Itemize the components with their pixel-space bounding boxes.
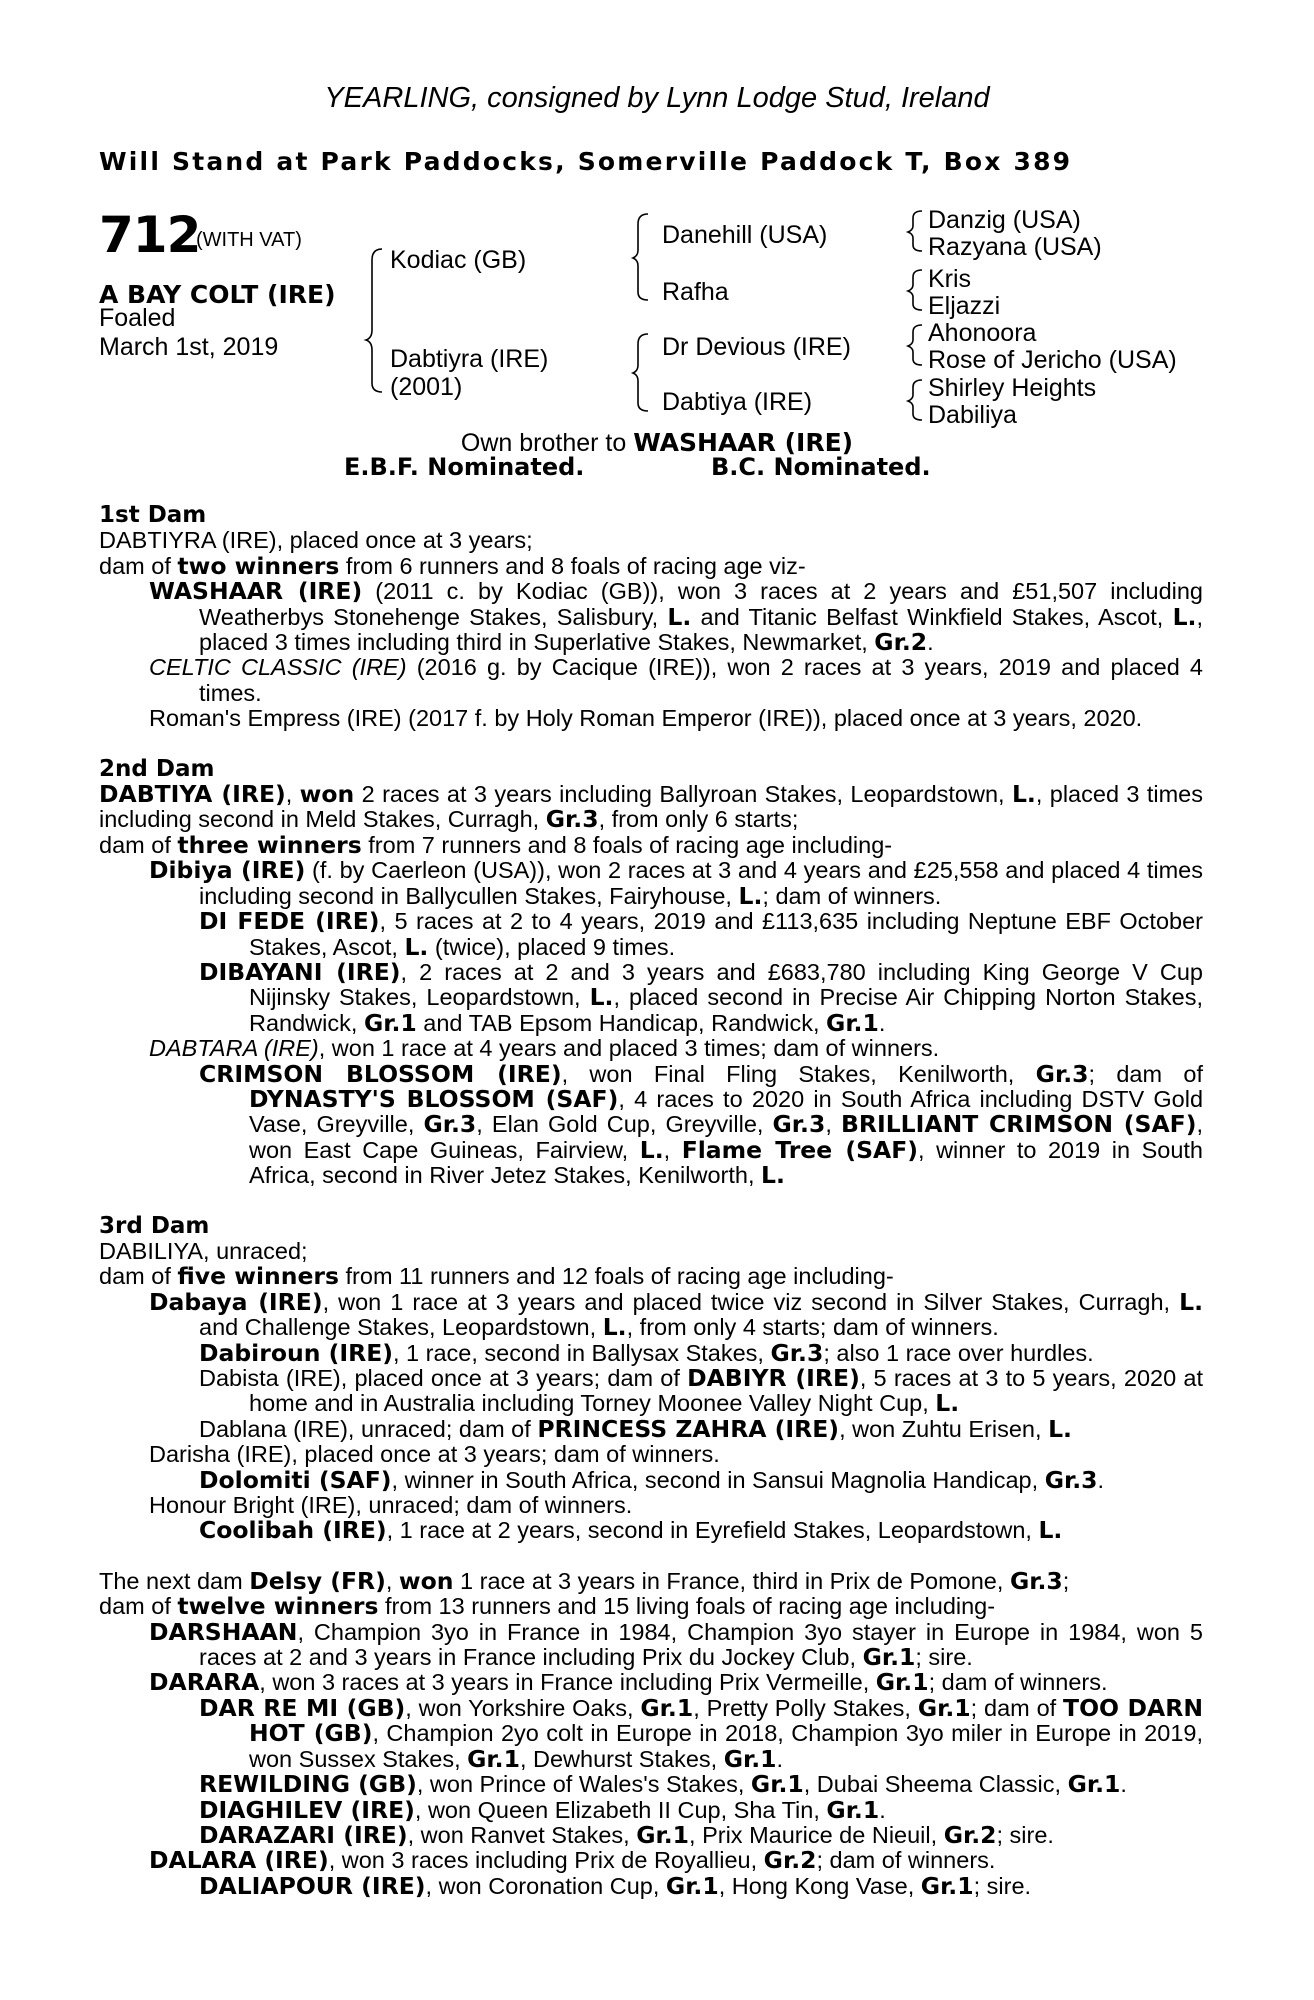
record-entry	[99, 1772, 1203, 1797]
record-text: , Pretty Polly Stakes,	[693, 1694, 918, 1721]
record-bold-text: Gr.1	[750, 1770, 804, 1799]
own-brother-note	[0, 428, 1314, 458]
record-bold-text: Gr.1	[826, 1008, 879, 1037]
pedigree-dam-year: (2001)	[390, 373, 463, 401]
consignment-line: YEARLING, consigned by Lynn Lodge Stud, Ireland	[324, 82, 990, 114]
record-text: ; sire.	[996, 1821, 1054, 1848]
record-section	[99, 1214, 1203, 1544]
record-bold-text: L.	[738, 881, 763, 910]
record-bold-text: WASHAAR (IRE)	[149, 577, 363, 606]
record-bold-text: Gr.1	[640, 1693, 694, 1722]
record-section	[99, 503, 1203, 732]
pedigree-g6: Rose of Jericho (USA)	[928, 346, 1177, 374]
record-bold-text: L.	[1048, 1414, 1072, 1443]
record-entry	[99, 1036, 1203, 1061]
record-text: .	[878, 1009, 886, 1036]
record-text: , won Yorkshire Oaks,	[405, 1694, 641, 1721]
record-text: , Prix Maurice de Nieuil,	[689, 1821, 944, 1848]
record-text: , won 1 race at 4 years and placed 3 times; dam of winners.	[318, 1035, 940, 1062]
pedigree-sire: Kodiac (GB)	[390, 246, 527, 274]
vat-note: (WITH VAT)	[196, 229, 302, 251]
record-text: from 6 runners and 8 foals of racing age viz-	[339, 552, 806, 579]
record-text: ,	[663, 1136, 682, 1163]
record-bold-text: won	[299, 780, 355, 809]
pedigree-g1: Danzig (USA)	[928, 206, 1081, 234]
record-text: The next dam	[99, 1567, 250, 1594]
own-brother-name: WASHAAR (IRE)	[633, 428, 854, 457]
record-bold-text: Dabiroun (IRE)	[199, 1338, 393, 1367]
record-bold-text: PRINCESS ZAHRA (IRE)	[537, 1414, 840, 1443]
foaled-label: Foaled	[99, 304, 176, 332]
record-entry	[99, 1594, 1203, 1619]
record-bold-text: Dibiya (IRE)	[149, 856, 306, 885]
record-text: from 13 runners and 15 living foals of racing age including-	[378, 1593, 996, 1620]
record-text: , 2 races at 2 and 3 years and £683,780 including King George V Cup Nijinsky Stakes, Leopardstown,	[249, 958, 1203, 1011]
record-text: from 7 runners and 8 foals of racing age including-	[361, 831, 893, 858]
record-text: , winner in South Africa, second in Sansui Magnolia Handicap,	[391, 1466, 1045, 1493]
record-text: , won Ranvet Stakes,	[407, 1821, 637, 1848]
record-entry	[99, 528, 1203, 553]
record-bold-text: L.	[1038, 1516, 1063, 1545]
record-bold-text: Gr.1	[723, 1744, 777, 1773]
record-text: , Hong Kong Vase,	[718, 1872, 921, 1899]
record-bold-text: CRIMSON BLOSSOM (IRE)	[199, 1059, 562, 1088]
record-text: Dabista (IRE), placed once at 3 years; dam of	[199, 1365, 688, 1391]
ebf-nomination: E.B.F. Nominated.	[344, 453, 585, 481]
record-entry	[99, 1617, 1203, 1672]
pedigree-g7: Shirley Heights	[928, 374, 1097, 402]
record-text: , placed 3 times including second in Meld Stakes, Curragh,	[99, 781, 1203, 833]
record-bold-text: Dolomiti (SAF)	[199, 1465, 392, 1494]
bc-nomination: B.C. Nominated.	[711, 453, 931, 481]
record-text: .	[1120, 1771, 1127, 1798]
record-text: ; sire.	[915, 1644, 973, 1671]
record-text: DABILIYA, unraced;	[99, 1237, 308, 1264]
record-entry	[99, 1493, 1203, 1518]
record-bold-text: L.	[639, 1135, 664, 1164]
record-text: , won Prince of Wales's Stakes,	[416, 1771, 751, 1798]
record-text: .	[776, 1745, 784, 1772]
record-text: Dablana (IRE), unraced; dam of	[199, 1415, 538, 1442]
record-bold-text: Coolibah (IRE)	[199, 1516, 387, 1545]
record-bold-text: DI FEDE (IRE)	[199, 907, 380, 936]
record-bold-text: Gr.1	[363, 1008, 417, 1037]
record-text: dam of	[99, 1593, 178, 1620]
record-text: , won Final Fling Stakes, Kenilworth,	[561, 1060, 1036, 1087]
record-bold-text: DIAGHILEV (IRE)	[199, 1795, 415, 1824]
record-bold-text: two winners	[177, 551, 340, 580]
record-bold-text: Gr.1	[917, 1693, 971, 1722]
record-bold-text: DYNASTY'S BLOSSOM (SAF)	[249, 1084, 619, 1113]
record-text: DABTARA (IRE)	[149, 1035, 319, 1062]
record-entry	[99, 1465, 1203, 1494]
record-bold-text: DALIAPOUR (IRE)	[199, 1871, 426, 1900]
record-entry	[99, 1287, 1203, 1342]
section-gap	[99, 1544, 1203, 1569]
record-text: (twice), placed 9 times.	[428, 933, 676, 960]
record-bold-text: Gr.3	[770, 1338, 824, 1367]
record-bold-text: twelve winners	[177, 1592, 379, 1621]
foaled-date: March 1st, 2019	[99, 333, 279, 361]
record-entry	[99, 1566, 1203, 1595]
record-text: , winner to 2019 in South Africa, second in River Jetez Stakes, Kenilworth,	[249, 1136, 1203, 1189]
record-text: , Champion 3yo in France in 1984, Champion 3yo stayer in Europe in 1984, won 5 races at 2 and 3 years in France including Prix du Jockey Club,	[199, 1618, 1203, 1671]
section-heading: 1st Dam	[99, 502, 207, 528]
record-bold-text: Gr.1	[875, 1668, 929, 1697]
record-text: DABTIYRA (IRE), placed once at 3 years;	[99, 527, 533, 554]
record-text: , Dubai Sheema Classic,	[803, 1771, 1068, 1798]
section-heading: 2nd Dam	[99, 755, 215, 782]
record-text: ,	[825, 1111, 841, 1138]
record-text: , Elan Gold Cup, Greyville,	[476, 1111, 773, 1138]
stand-location: Will Stand at Park Paddocks, Somerville Paddock T, Box 389	[99, 147, 1073, 176]
record-bold-text: won	[398, 1566, 454, 1595]
record-text: Roman's Empress (IRE) (2017 f. by Holy Roman Emperor (IRE)), placed once at 3 years, 2020.	[149, 705, 1143, 732]
record-entry	[99, 1848, 1203, 1873]
record-entry	[99, 1795, 1203, 1824]
record-text: , Dewhurst Stakes,	[519, 1745, 724, 1772]
record-bold-text: Gr.3	[772, 1110, 826, 1139]
record-bold-text: Gr.3	[1009, 1566, 1063, 1595]
record-bold-text: Gr.2	[943, 1820, 997, 1849]
record-text: (f. by Caerleon (USA)), won 2 races at 3 and 4 years and £25,558 and placed 4 times including second in Ballycullen Stakes, Fairyhouse,	[199, 857, 1204, 909]
record-text: dam of	[99, 1263, 178, 1290]
pedigree-dam: Dabtiyra (IRE)	[390, 345, 549, 373]
record-text: , won 1 race at 3 years and placed twice viz second in Silver Stakes, Curragh,	[322, 1288, 1180, 1315]
record-entry	[99, 1264, 1203, 1289]
record-text: , won Zuhtu Erisen,	[839, 1415, 1049, 1442]
record-text: and Titanic Belfast Winkfield Stakes, Ascot,	[691, 603, 1173, 630]
record-text: ; sire.	[973, 1872, 1032, 1899]
record-text: , 1 race, second in Ballysax Stakes,	[393, 1339, 771, 1366]
record-text: , won Coronation Cup,	[425, 1872, 666, 1899]
record-text: , placed second in Precise Air Chipping Norton Stakes, Randwick,	[249, 984, 1204, 1036]
record-entry	[99, 1693, 1203, 1773]
record-text: , 4 races to 2020 in South Africa including DSTV Gold Vase, Greyville,	[249, 1085, 1204, 1138]
pedigree-dam-sire: Dr Devious (IRE)	[662, 333, 851, 361]
record-entry	[99, 782, 1203, 833]
record-bold-text: L.	[602, 1313, 627, 1342]
produce-record	[99, 503, 1203, 1899]
record-bold-text: three winners	[177, 830, 362, 859]
record-entry	[99, 1670, 1203, 1695]
record-bold-text: REWILDING (GB)	[199, 1770, 417, 1799]
record-entry	[99, 1239, 1203, 1264]
record-entry	[99, 1338, 1203, 1367]
pedigree-g5: Ahonoora	[928, 319, 1037, 347]
pedigree-sire-sire: Danehill (USA)	[662, 221, 828, 249]
record-entry	[99, 1871, 1203, 1900]
record-bold-text: Gr.1	[636, 1820, 690, 1849]
record-bold-text: DARAZARI (IRE)	[199, 1820, 408, 1849]
record-entry	[99, 909, 1203, 960]
record-text: from 11 runners and 12 foals of racing age including-	[338, 1263, 894, 1290]
section-heading: 3rd Dam	[99, 1212, 210, 1239]
record-bold-text: DABTIYA (IRE)	[99, 780, 286, 809]
record-entry	[99, 1414, 1203, 1443]
record-text: and Challenge Stakes, Leopardstown,	[199, 1314, 603, 1341]
record-bold-text: L.	[1179, 1287, 1203, 1316]
record-bold-text: DIBAYANI (IRE)	[199, 957, 401, 986]
record-text: .	[1097, 1466, 1105, 1493]
record-text: ,	[385, 1567, 399, 1594]
record-entry	[99, 579, 1203, 655]
record-text: dam of	[99, 552, 178, 579]
pedigree-g3: Kris	[928, 265, 972, 293]
record-bold-text: TOO DARN HOT (GB)	[249, 1693, 1203, 1748]
record-entry	[99, 655, 1203, 706]
record-entry	[99, 957, 1204, 1037]
record-text: ; dam of	[970, 1694, 1064, 1721]
record-text: CELTIC CLASSIC (IRE)	[149, 654, 407, 681]
lot-number: 712	[99, 206, 201, 264]
pedigree-dam-dam: Dabtiya (IRE)	[662, 388, 813, 416]
record-entry	[99, 706, 1203, 731]
record-bold-text: Gr.2	[874, 628, 928, 657]
record-text: ,	[285, 781, 300, 808]
record-text: ; dam of	[1088, 1060, 1203, 1087]
record-bold-text: Delsy (FR)	[249, 1566, 386, 1595]
pedigree-g4: Eljazzi	[928, 292, 1001, 320]
record-entry	[99, 1518, 1203, 1543]
record-section	[99, 757, 1203, 1189]
record-bold-text: DAR RE MI (GB)	[199, 1693, 406, 1722]
record-text: 1 race at 3 years in France, third in Prix de Pomone,	[453, 1567, 1010, 1594]
record-bold-text: Gr.1	[1067, 1770, 1121, 1799]
record-bold-text: Gr.1	[826, 1795, 880, 1824]
record-bold-text: Gr.3	[423, 1110, 477, 1139]
record-text: ; also 1 race over hurdles.	[823, 1339, 1094, 1366]
record-entry	[99, 1442, 1203, 1467]
record-text: .	[927, 629, 934, 656]
record-bold-text: Gr.3	[1035, 1059, 1089, 1088]
pedigree-g8: Dabiliya	[928, 401, 1017, 429]
record-bold-text: Gr.3	[1044, 1465, 1098, 1494]
record-bold-text: Gr.3	[545, 805, 599, 834]
record-bold-text: L.	[1172, 602, 1197, 631]
record-bold-text: Gr.2	[763, 1846, 817, 1875]
pedigree-g2: Razyana (USA)	[928, 233, 1102, 261]
record-text: , 5 races at 2 to 4 years, 2019 and £113,635 including Neptune EBF October Stakes, Ascot,	[249, 908, 1203, 960]
record-bold-text: DABIYR (IRE)	[687, 1364, 860, 1392]
record-bold-text: L.	[589, 983, 614, 1012]
record-entry	[99, 1059, 1204, 1190]
record-bold-text: Gr.1	[862, 1643, 916, 1672]
record-text: ; dam of winners.	[816, 1847, 996, 1874]
own-brother-prefix: Own brother to	[460, 429, 634, 457]
record-bold-text: L.	[667, 602, 692, 631]
record-text: , from only 4 starts; dam of winners.	[626, 1314, 999, 1341]
record-bold-text: Gr.1	[467, 1744, 520, 1773]
record-text: .	[879, 1796, 886, 1823]
record-entry	[99, 1366, 1203, 1417]
record-text: , Champion 2yo colt in Europe in 2018, Champion 3yo miler in Europe in 2019, won Sussex Stakes,	[249, 1720, 1203, 1772]
record-text: , won Queen Elizabeth II Cup, Sha Tin,	[414, 1796, 827, 1823]
record-text: , placed 3 times including third in Superlative Stakes, Newmarket,	[199, 603, 1203, 656]
record-entry	[99, 858, 1203, 909]
record-bold-text: L.	[761, 1161, 785, 1190]
record-bold-text: Gr.1	[665, 1871, 719, 1900]
record-text: , won 3 races including Prix de Royallieu,	[328, 1847, 764, 1874]
horse-name: A BAY COLT (IRE)	[99, 280, 336, 309]
record-text: ;	[1062, 1567, 1070, 1594]
record-text: , won 3 races at 3 years in France including Prix Vermeille,	[259, 1669, 876, 1696]
section-gap	[99, 732, 1203, 757]
record-text: , from only 6 starts;	[598, 806, 799, 833]
record-text: 2 races at 3 years including Ballyroan Stakes, Leopardstown,	[354, 781, 1012, 808]
record-text: Honour Bright (IRE), unraced; dam of winners.	[149, 1492, 633, 1519]
record-bold-text: BRILLIANT CRIMSON (SAF)	[840, 1110, 1197, 1139]
record-bold-text: L.	[1011, 780, 1036, 809]
record-bold-text: Flame Tree (SAF)	[681, 1135, 919, 1164]
record-bold-text: DARSHAAN	[149, 1617, 298, 1646]
record-text: , 1 race at 2 years, second in Eyrefield Stakes, Leopardstown,	[386, 1517, 1039, 1544]
pedigree-sire-dam: Rafha	[662, 278, 729, 306]
record-bold-text: Dabaya (IRE)	[149, 1287, 323, 1316]
record-bold-text: L.	[935, 1389, 960, 1418]
record-text: ; dam of winners.	[928, 1669, 1108, 1696]
section-gap	[99, 1189, 1203, 1214]
record-text: ; dam of winners.	[762, 882, 942, 909]
record-bold-text: L.	[404, 932, 429, 961]
record-bold-text: DARARA	[149, 1668, 260, 1697]
record-entry	[99, 1820, 1203, 1849]
record-section	[99, 1566, 1203, 1900]
record-text: Darisha (IRE), placed once at 3 years; dam of winners.	[149, 1441, 720, 1468]
record-bold-text: DALARA (IRE)	[149, 1846, 329, 1875]
record-text: and TAB Epsom Handicap, Randwick,	[416, 1009, 827, 1036]
record-text: , won East Cape Guineas, Fairview,	[249, 1111, 1203, 1163]
record-entry	[99, 830, 1203, 859]
record-bold-text: Gr.1	[920, 1871, 974, 1900]
record-bold-text: five winners	[177, 1262, 339, 1291]
record-text: (2016 g. by Cacique (IRE)), won 2 races at 3 years, 2019 and placed 4 times.	[199, 654, 1203, 706]
record-text: (2011 c. by Kodiac (GB)), won 3 races at 2 years and £51,507 including Weatherbys Stonehenge Stakes, Salisbury,	[199, 578, 1203, 630]
record-entry	[99, 551, 1203, 580]
record-text: , 5 races at 3 to 5 years, 2020 at home and in Australia including Torney Moonee Valley Night Cup,	[249, 1365, 1203, 1417]
record-text: dam of	[99, 831, 178, 858]
